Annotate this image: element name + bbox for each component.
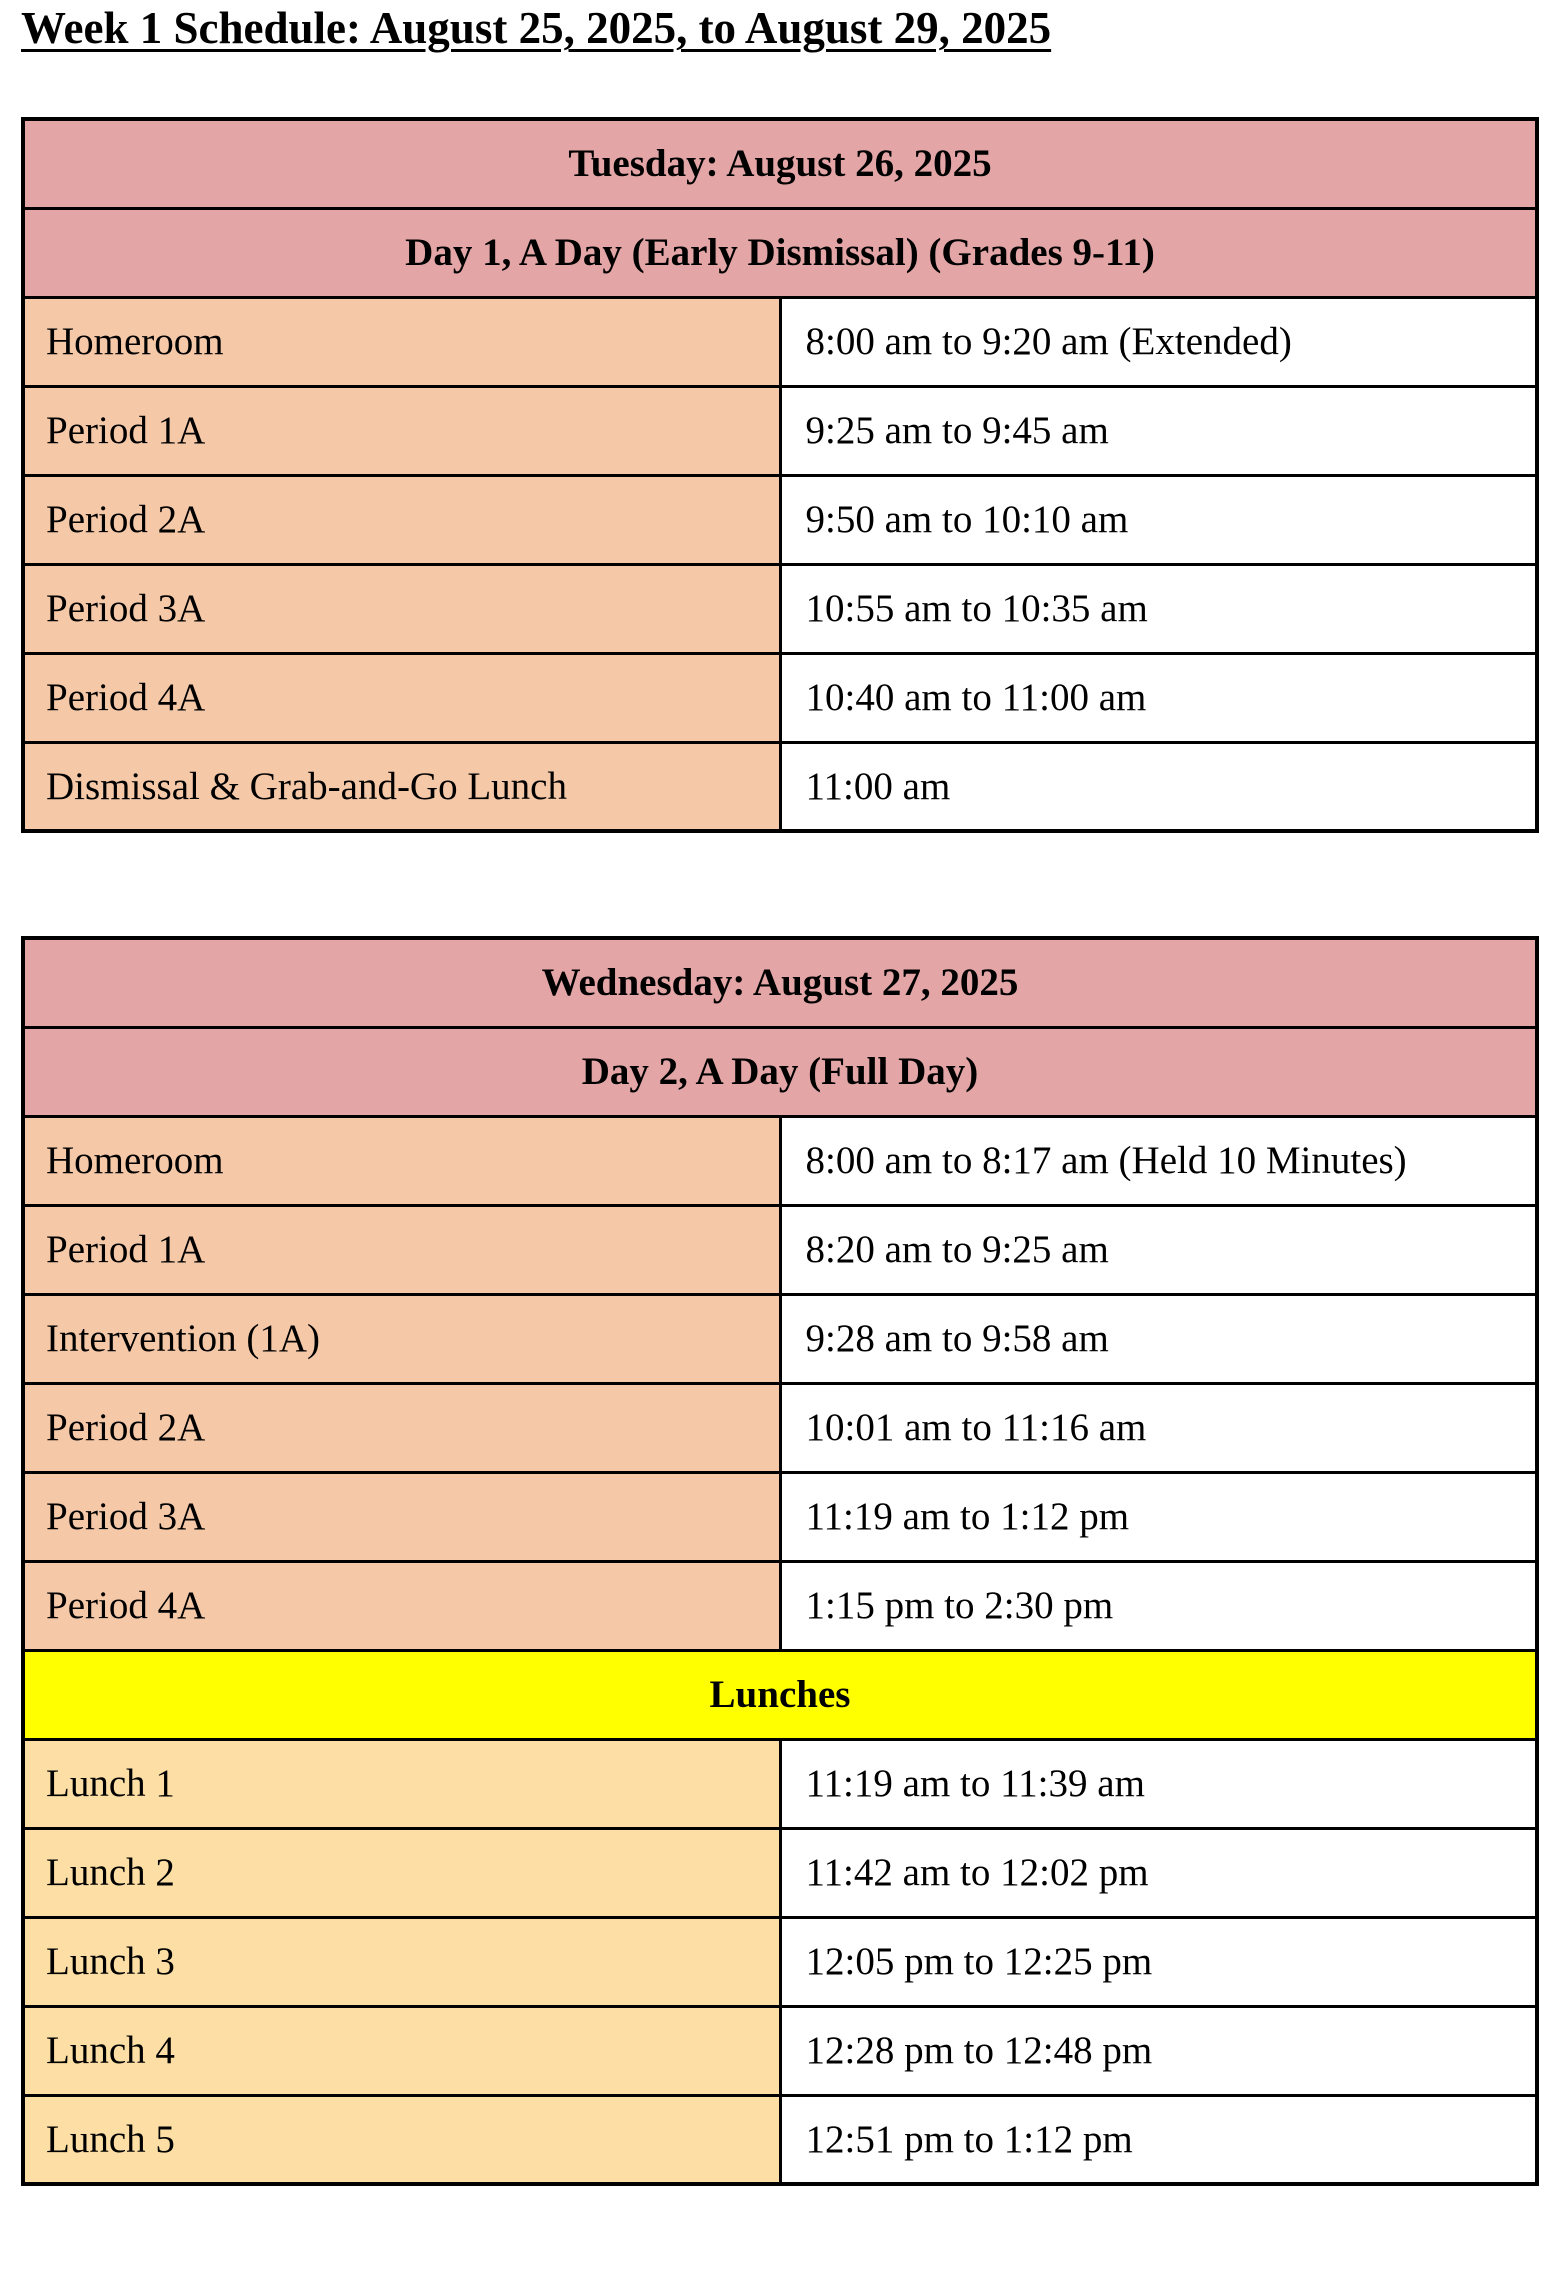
tuesday-schedule-table [21,117,1539,833]
period-time: 9:50 am to 10:10 am [780,475,1537,564]
period-time: 9:28 am to 9:58 am [780,1294,1537,1383]
lunch-time: 11:19 am to 11:39 am [780,1739,1537,1828]
period-label: Homeroom [23,297,780,386]
period-label: Period 2A [23,475,780,564]
table-row [23,1917,1537,2006]
period-time: 10:55 am to 10:35 am [780,564,1537,653]
table-row [23,2095,1537,2184]
day-date-heading: Tuesday: August 26, 2025 [23,119,1537,208]
wednesday-schedule-table [21,936,1539,2186]
period-label: Period 3A [23,1472,780,1561]
table-header-row [23,1027,1537,1116]
lunch-label: Lunch 1 [23,1739,780,1828]
period-time: 8:00 am to 8:17 am (Held 10 Minutes) [780,1116,1537,1205]
period-time: 9:25 am to 9:45 am [780,386,1537,475]
table-row [23,386,1537,475]
table-row [23,1205,1537,1294]
period-time: 11:19 am to 1:12 pm [780,1472,1537,1561]
table-row [23,1294,1537,1383]
table-row [23,2006,1537,2095]
table-header-row [23,119,1537,208]
period-time: 8:20 am to 9:25 am [780,1205,1537,1294]
period-label: Intervention (1A) [23,1294,780,1383]
lunch-label: Lunch 2 [23,1828,780,1917]
period-time: 11:00 am [780,742,1537,831]
lunch-time: 12:51 pm to 1:12 pm [780,2095,1537,2184]
period-label: Period 1A [23,386,780,475]
table-row [23,1739,1537,1828]
table-header-row [23,938,1537,1027]
lunches-heading: Lunches [23,1650,1537,1739]
lunch-label: Lunch 5 [23,2095,780,2184]
period-label: Period 4A [23,653,780,742]
table-row [23,653,1537,742]
lunch-label: Lunch 3 [23,1917,780,2006]
lunch-label: Lunch 4 [23,2006,780,2095]
day-date-heading: Wednesday: August 27, 2025 [23,938,1537,1027]
table-row [23,1383,1537,1472]
table-row [23,475,1537,564]
lunch-time: 12:05 pm to 12:25 pm [780,1917,1537,2006]
period-label: Period 4A [23,1561,780,1650]
table-row [23,564,1537,653]
period-label: Dismissal & Grab-and-Go Lunch [23,742,780,831]
table-row [23,742,1537,831]
lunch-time: 11:42 am to 12:02 pm [780,1828,1537,1917]
period-time: 10:01 am to 11:16 am [780,1383,1537,1472]
period-time: 10:40 am to 11:00 am [780,653,1537,742]
page-title: Week 1 Schedule: August 25, 2025, to August 29, 2025 [21,3,1052,53]
period-label: Period 2A [23,1383,780,1472]
period-label: Period 3A [23,564,780,653]
lunches-header-row [23,1650,1537,1739]
period-label: Period 1A [23,1205,780,1294]
table-row [23,1472,1537,1561]
table-row [23,1828,1537,1917]
table-header-row [23,208,1537,297]
day-subtitle-heading: Day 1, A Day (Early Dismissal) (Grades 9-11) [23,208,1537,297]
table-row [23,1561,1537,1650]
day-subtitle-heading: Day 2, A Day (Full Day) [23,1027,1537,1116]
period-time: 8:00 am to 9:20 am (Extended) [780,297,1537,386]
lunch-time: 12:28 pm to 12:48 pm [780,2006,1537,2095]
period-time: 1:15 pm to 2:30 pm [780,1561,1537,1650]
period-label: Homeroom [23,1116,780,1205]
table-row [23,297,1537,386]
table-row [23,1116,1537,1205]
